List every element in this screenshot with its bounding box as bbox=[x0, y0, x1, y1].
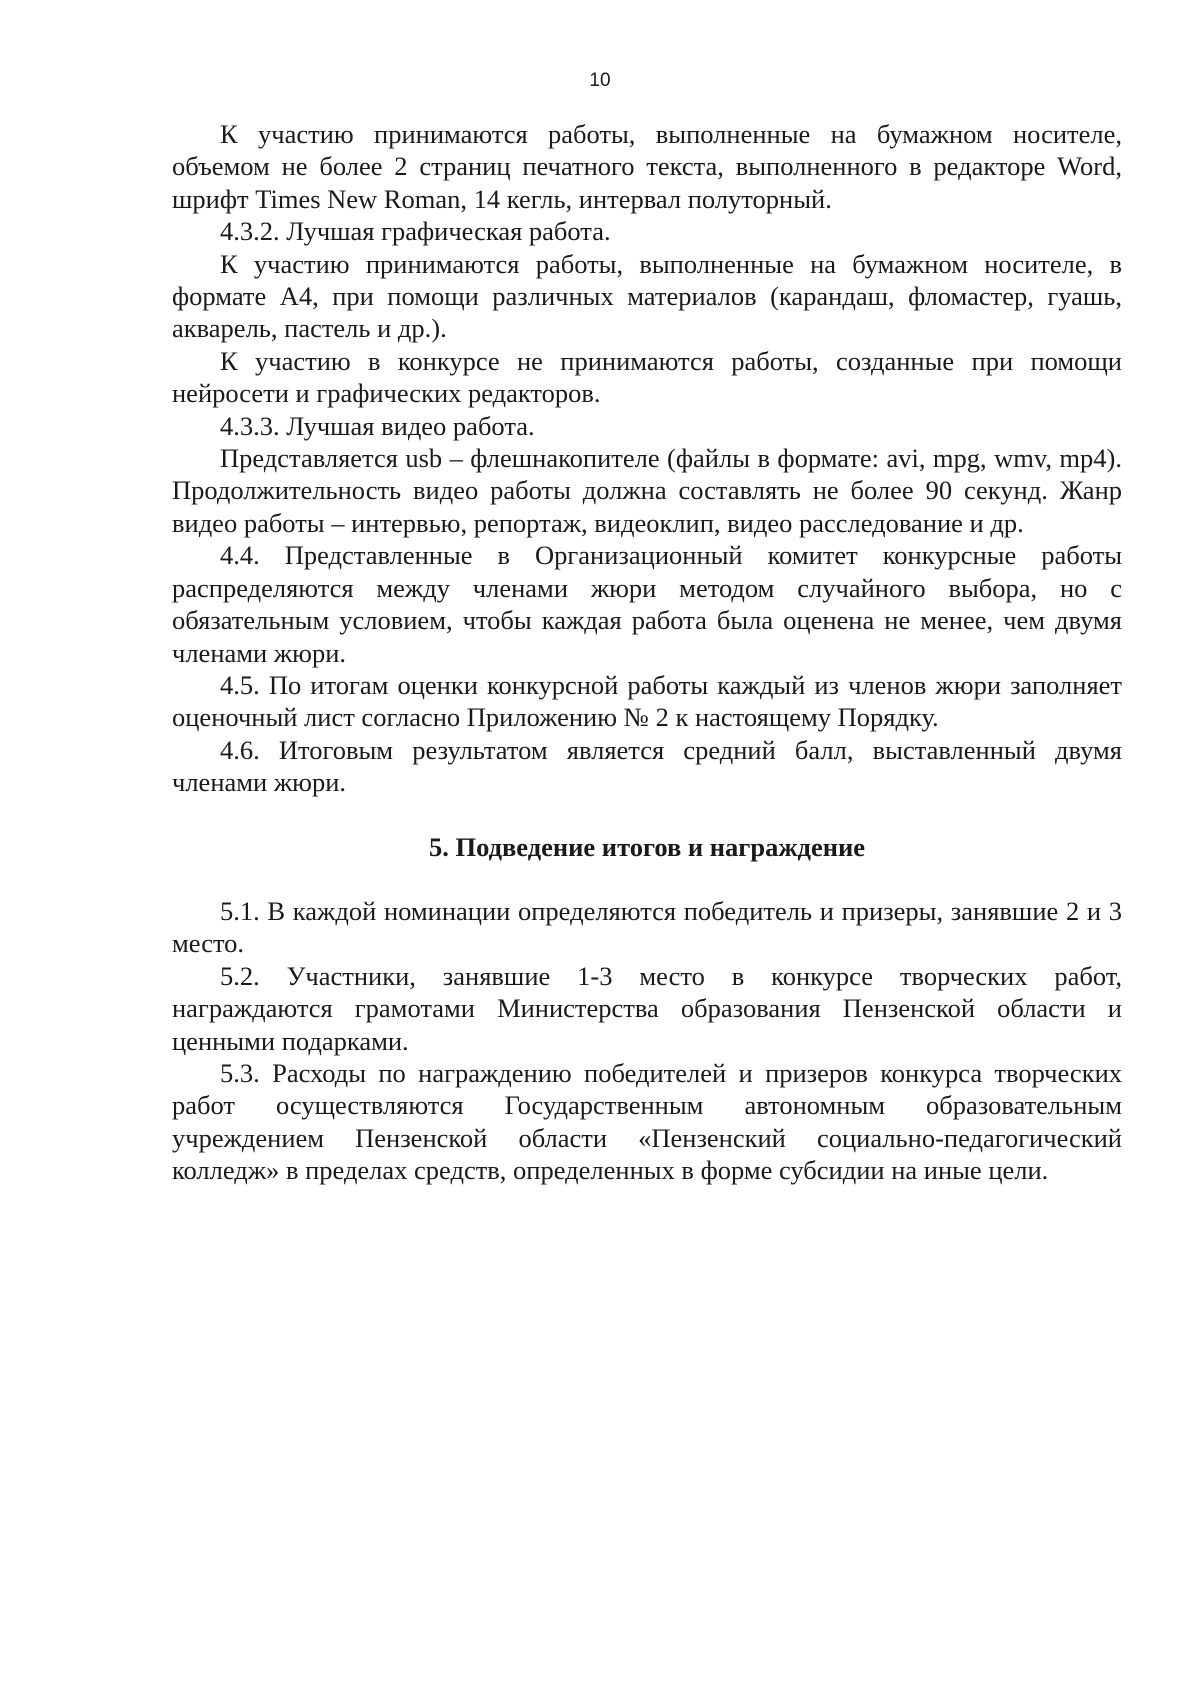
paragraph-4-3-2: 4.3.2. Лучшая графическая работа. bbox=[220, 216, 611, 247]
paragraph-5-3: 5.3. Расходы по награждению победителей и призеров конкурса творческих работ осуществляются Государственным автономным образовательным учреждением Пензенской области «Пензенский социально-педагогический колледж» в пределах средств, определенных в форме субсидии на иные цели. bbox=[172, 1057, 1122, 1186]
paragraph-4-4: 4.4. Представленные в Организационный комитет конкурсные работы распределяются между членами жюри методом случайного выбора, но с обязательным условием, чтобы каждая работа была оценена не менее, чем двумя членами жюри. bbox=[172, 540, 1122, 668]
paragraph-4-6: 4.6. Итоговым результатом является средний балл, выставленный двумя членами жюри. bbox=[172, 734, 1122, 798]
paragraph-5-1: 5.1. В каждой номинации определяются победитель и призеры, занявшие 2 и 3 место. bbox=[172, 895, 1122, 959]
paragraph-text-requirements: К участию принимаются работы, выполненные на бумажном носителе, объемом не более 2 страниц печатного текста, выполненного в редакторе Word, шрифт Times New Roman, 14 кегль, интервал полуторный. bbox=[172, 119, 1122, 214]
paragraph-4-3-3: 4.3.3. Лучшая видео работа. bbox=[220, 410, 535, 441]
document-body bbox=[172, 118, 1122, 1187]
paragraph-5-2: 5.2. Участники, занявшие 1-3 место в конкурсе творческих работ, награждаются грамотами Министерства образования Пензенской области и ценными подарками. bbox=[172, 960, 1122, 1056]
paragraph-video-requirements: Представляется usb – флешнакопителе (файлы в формате: avi, mpg, wmv, mp4). Продолжительность видео работы должна составлять не более 90 секунд. Жанр видео работы – интервью, репортаж, видеоклип, видео расследование и др. bbox=[172, 443, 1122, 538]
paragraph-4-5: 4.5. По итогам оценки конкурсной работы каждый из членов жюри заполняет оценочный лист согласно Приложению № 2 к настоящему Порядку. bbox=[172, 669, 1122, 733]
paragraph-graphic-requirements: К участию принимаются работы, выполненные на бумажном носителе, в формате А4, при помощи различных материалов (карандаш, фломастер, гуашь, акварель, пастель и др.). bbox=[172, 248, 1122, 344]
section-5-heading: 5. Подведение итогов и награждение bbox=[428, 831, 866, 862]
page-number: 10 bbox=[589, 70, 611, 91]
paragraph-ai-restriction: К участию в конкурсе не принимаются работы, созданные при помощи нейросети и графических редакторов. bbox=[172, 345, 1122, 409]
